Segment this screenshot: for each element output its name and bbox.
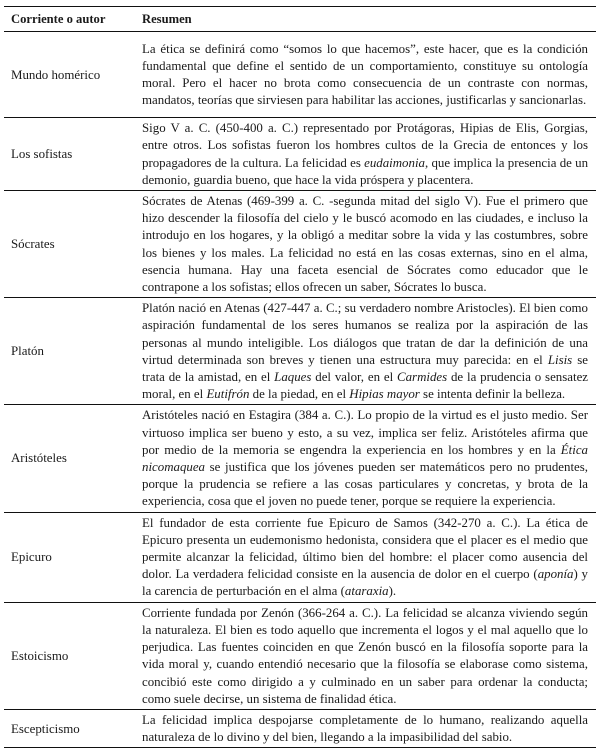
italic-term: Hipias mayor — [349, 387, 420, 402]
author-cell: Escepticismo — [4, 709, 135, 747]
italic-term: Ética nicomaquea — [142, 442, 588, 475]
italic-term: eudaimonia — [364, 155, 425, 170]
ethics-summary-table — [4, 6, 596, 748]
author-cell: Estoicismo — [4, 602, 135, 709]
table-row — [4, 709, 596, 747]
table-row — [4, 298, 596, 405]
italic-term: Lisis — [547, 352, 573, 367]
italic-term: ataraxia — [344, 584, 389, 599]
column-header-summary: Resumen — [135, 7, 596, 32]
table-row — [4, 405, 596, 512]
document-page — [4, 6, 596, 748]
author-cell: Aristóteles — [4, 405, 135, 512]
column-header-author: Corriente o autor — [4, 7, 135, 32]
table-row — [4, 602, 596, 709]
summary-cell: La felicidad implica despojarse completamente de lo humano, realizando aquella naturaleza de lo divino y del bien, llegando a la impasibilidad del sabio. — [135, 709, 596, 747]
italic-term: Laques — [274, 370, 312, 385]
summary-cell: Platón nació en Atenas (427-447 a. C.; su verdadero nombre Aristocles). El bien como aspiración fundamental de los seres humanos se realiza por la aspiración de las personas al mundo inteligible. Los diálogos que tratan de dar la definición de una virtud determinada son breves y tienen una estructura muy parecida: en el Lisis se trata de la amistad, en el Laques del valor, en el Carmides de la prudencia o sensatez moral, en el Eutifrón de la piedad, en el Hipias mayor se intenta definir la belleza. — [135, 298, 596, 405]
table-header-row — [4, 7, 596, 32]
table-body — [4, 32, 596, 748]
table-row — [4, 512, 596, 602]
author-cell: Mundo homérico — [4, 32, 135, 118]
summary-cell: Sigo V a. C. (450-400 a. C.) representado por Protágoras, Hipias de Elis, Gorgias, entre otros. Los sofistas fueron los hombres cultos de la Grecia de entonces y los propagadores de la cultura. La felicidad es eudaimonia, que implica la presencia de un demonio, guardia bueno, que hace la vida próspera y placentera. — [135, 118, 596, 191]
italic-term: aponía — [537, 567, 574, 582]
summary-cell: La ética se definirá como “somos lo que hacemos”, este hacer, que es la condición fundamental que define el sentido de un comportamiento, constituye su ontología moral. Pero el hacer no brota como consecuencia de un contraste con normas, mandatos, teorías que sirviesen para habilitar las acciones, justificarlas y sancionarlas. — [135, 32, 596, 118]
author-cell: Platón — [4, 298, 135, 405]
table-row — [4, 32, 596, 118]
table-row — [4, 118, 596, 191]
summary-cell: El fundador de esta corriente fue Epicuro de Samos (342-270 a. C.). La ética de Epicuro presenta un eudemonismo hedonista, considera que el placer es el medio que permite alcanzar la felicidad, último bien del hombre: el placer como ausencia del dolor. La verdadera felicidad consiste en la ausencia de dolor en el cuerpo (aponía) y la carencia de perturbación en el alma (ataraxia). — [135, 512, 596, 602]
author-cell: Epicuro — [4, 512, 135, 602]
author-cell: Sócrates — [4, 191, 135, 298]
table-row — [4, 191, 596, 298]
italic-term: Eutifrón — [206, 387, 250, 402]
italic-term: Carmides — [397, 370, 448, 385]
summary-cell: Corriente fundada por Zenón (366-264 a. C.). La felicidad se alcanza viviendo según la naturaleza. El bien es todo aquello que incrementa el logos y el mal aquello que lo perjudica. Las fuentes coinciden en que Zenón buscó en la filosofía soporte para la vida moral y, cuando entendió necesario que la filosofía se elaborase como sistema, concibió este como dirigido a y culminado en un saber para ordenar la conducta; como suele decirse, un sistema de finalidad ética. — [135, 602, 596, 709]
author-cell: Los sofistas — [4, 118, 135, 191]
summary-cell: Sócrates de Atenas (469-399 a. C. -segunda mitad del siglo V). Fue el primero que hizo descender la filosofía del cielo y le buscó acomodo en las ciudades, e incluso la introdujo en los hogares, y la obligó a meditar sobre la vida y las costumbres, sobre los bienes y los males. La felicidad no está en las cosas externas, sino en el alma, esencia humana. Hay una faceta esencial de Sócrates como educador que le contrapone a los sofistas; ellos ofrecen un saber, Sócrates lo busca. — [135, 191, 596, 298]
summary-cell: Aristóteles nació en Estagira (384 a. C.). Lo propio de la virtud es el justo medio. Ser virtuoso implica ser bueno y esto, a su vez, implica ser feliz. Aristóteles afirma que por medio de la memoria se engendra la experiencia en los hombres y en la Ética nicomaquea se justifica que los jóvenes pueden ser matemáticos pero no prudentes, porque la prudencia se refiere a las cosas particulares y concretas, y brota de la experiencia, cosa que el joven no puede tener, porque se requiere la experiencia. — [135, 405, 596, 512]
